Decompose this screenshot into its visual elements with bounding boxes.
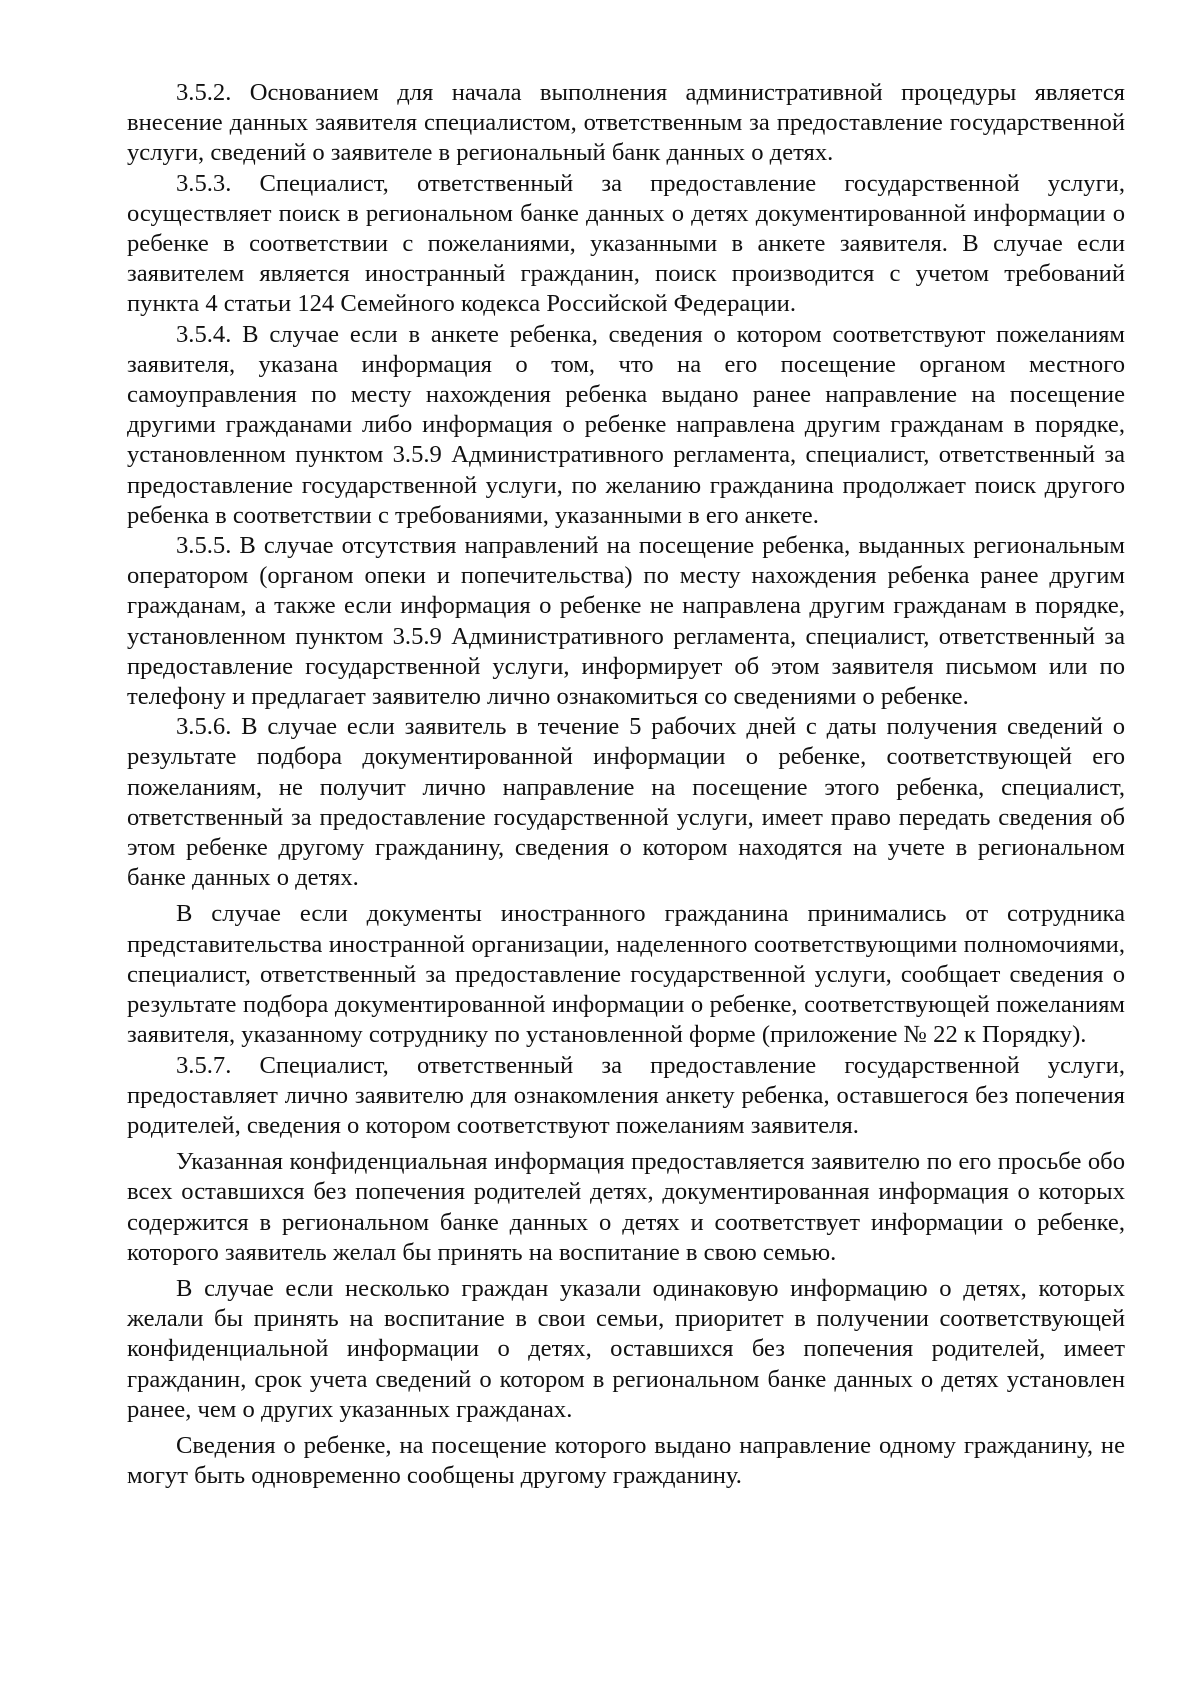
paragraph-foreign-citizen: В случае если документы иностранного гражданина принимались от сотрудника представительства иностранной организации, наделенного соответствующими полномочиями, специалист, ответственный за предоставление государственной услуги, сообщает сведения о результате подбора документированной информации о ребенке, соответствующей пожеланиям заявителя, указанному сотруднику по установленной форме (приложение № 22 к Порядку). bbox=[127, 900, 1125, 1049]
paragraph-3-5-4: 3.5.4. В случае если в анкете ребенка, сведения о котором соответствуют пожеланиям заявителя, указана информация о том, что на его посещение органом местного самоуправления по месту нахождения ребенка выдано ранее направление на посещение другими гражданами либо информация о ребенке направлена другим гражданам в порядке, установленном пунктом 3.5.9 Административного регламента, специалист, ответственный за предоставление государственной услуги, по желанию гражданина продолжает поиск другого ребенка в соответствии с требованиями, указанными в его анкете. bbox=[127, 320, 1125, 529]
paragraph-3-5-2: 3.5.2. Основанием для начала выполнения административной процедуры является внесение данных заявителя специалистом, ответственным за предоставление государственной услуги, сведений о заявителе в региональный банк данных о детях. bbox=[127, 79, 1125, 167]
document-body bbox=[127, 78, 1125, 1491]
paragraph-3-5-3: 3.5.3. Специалист, ответственный за предоставление государственной услуги, осуществляет поиск в региональном банке данных о детях документированной информации о ребенке в соответствии с пожеланиями, указанными в анкете заявителя. В случае если заявителем является иностранный гражданин, поиск производится с учетом требований пункта 4 статьи 124 Семейного кодекса Российской Федерации. bbox=[127, 169, 1125, 318]
paragraph-3-5-7: 3.5.7. Специалист, ответственный за предоставление государственной услуги, предоставляет лично заявителю для ознакомления анкету ребенка, оставшегося без попечения родителей, сведения о котором соответствуют пожеланиям заявителя. bbox=[127, 1051, 1125, 1139]
paragraph-3-5-5: 3.5.5. В случае отсутствия направлений на посещение ребенка, выданных региональным оператором (органом опеки и попечительства) по месту нахождения ребенка ранее другим гражданам, а также если информация о ребенке не направлена другим гражданам в порядке, установленном пунктом 3.5.9 Административного регламента, специалист, ответственный за предоставление государственной услуги, информирует об этом заявителя письмом или по телефону и предлагает заявителю лично ознакомиться со сведениями о ребенке. bbox=[127, 532, 1125, 711]
paragraph-confidential-info: Указанная конфиденциальная информация предоставляется заявителю по его просьбе обо всех оставшихся без попечения родителей детях, документированная информация о которых содержится в региональном банке данных о детях и соответствует информации о ребенке, которого заявитель желал бы принять на воспитание в свою семью. bbox=[127, 1148, 1125, 1266]
paragraph-priority: В случае если несколько граждан указали одинаковую информацию о детях, которых желали бы принять на воспитание в свои семьи, приоритет в получении соответствующей конфиденциальной информации о детях, оставшихся без попечения родителей, имеет гражданин, срок учета сведений о котором в региональном банке данных о детях установлен ранее, чем о других указанных гражданах. bbox=[127, 1274, 1125, 1423]
paragraph-single-citizen: Сведения о ребенке, на посещение которого выдано направление одному гражданину, не могут быть одновременно сообщены другому гражданину. bbox=[127, 1431, 1125, 1490]
paragraph-3-5-6: 3.5.6. В случае если заявитель в течение 5 рабочих дней с даты получения сведений о результате подбора документированной информации о ребенке, соответствующей его пожеланиям, не получит лично направление на посещение этого ребенка, специалист, ответственный за предоставление государственной услуги, имеет право передать сведения об этом ребенке другому гражданину, сведения о котором находятся на учете в региональном банке данных о детях. bbox=[127, 713, 1125, 892]
